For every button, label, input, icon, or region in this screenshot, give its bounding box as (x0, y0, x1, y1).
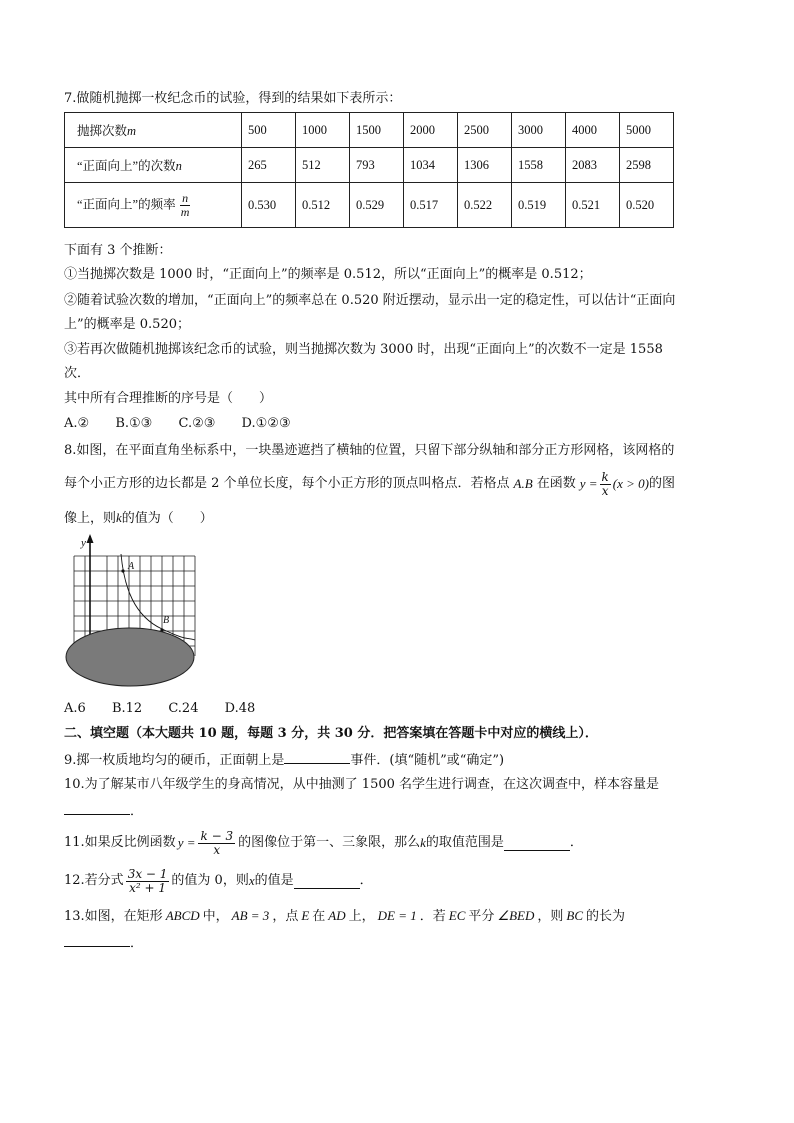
point-b-label: B (163, 615, 170, 626)
table-cell: 4000 (566, 113, 620, 148)
q7-statement-1: ①当抛掷次数是 1000 时，“正面向上”的频率是 0.512，所以“正面向上”的概率是 0.512； (64, 267, 592, 282)
q8-options (64, 699, 255, 719)
q8-option-a: A.6 (64, 701, 86, 716)
y-axis-label: y (81, 537, 86, 549)
table-cell: 2083 (566, 148, 620, 183)
table-cell: 512 (296, 148, 350, 183)
q7-options (64, 414, 291, 434)
table-cell: 0.519 (512, 183, 566, 228)
answer-blank (504, 836, 570, 851)
point-a-label: A (128, 561, 135, 572)
q11: 11.如果反比例函数 y = $\frac{k - 3}{x}$ 的图像位于第一、三象限，那么 k 的取值范围是 ． (64, 828, 583, 857)
table-cell: 1558 (512, 148, 566, 183)
table-cell: 793 (350, 148, 404, 183)
table-cell: 0.522 (458, 183, 512, 228)
q7-below: 下面有 3 个推断： (64, 243, 172, 258)
ink-blot (66, 628, 194, 686)
row-header-frequency: “正面向上”的频率 $\frac{n}{m}$ (65, 183, 242, 228)
q8-option-d: D.48 (224, 701, 256, 716)
q7-ask: 其中所有合理推断的序号是（ ） (64, 391, 273, 406)
table-cell: 0.520 (620, 183, 674, 228)
q13-line-2: ． (64, 932, 143, 954)
answer-blank (64, 932, 130, 947)
table-cell: 1500 (350, 113, 404, 148)
q10-line-1: 10.为了解某市八年级学生的身高情况，从中抽测了 1500 名学生进行调查，在这次调查中，样本容量是 (64, 777, 660, 792)
table-cell: 0.529 (350, 183, 404, 228)
table-cell: 1034 (404, 148, 458, 183)
section-2-heading: 二、填空题（本大题共 10 题，每题 3 分，共 30 分．把答案填在答题卡中对应的横线上）． (64, 726, 598, 741)
ink-blot-grid-figure (62, 532, 202, 692)
table-cell: 500 (242, 113, 296, 148)
table-cell: 0.521 (566, 183, 620, 228)
table-cell: 0.517 (404, 183, 458, 228)
table-cell: 5000 (620, 113, 674, 148)
table-cell: 265 (242, 148, 296, 183)
answer-blank (294, 874, 360, 889)
table-row (65, 183, 674, 228)
q8-line-2: 每个小正方形的边长都是 2 个单位长度，每个小正方形的顶点叫格点．若格点 A.B 在函数 y = $\frac{k}{x}$ (x > 0) 的图 (64, 469, 675, 498)
frequency-table (64, 112, 674, 228)
table-cell: 0.512 (296, 183, 350, 228)
table-cell: 2598 (620, 148, 674, 183)
table-row (65, 113, 674, 148)
q7-option-c: C.②③ (178, 416, 216, 431)
q7-statement-2a: ②随着试验次数的增加，“正面向上”的频率总在 0.520 附近摆动，显示出一定的稳定性，可以估计“正面向 (64, 293, 676, 308)
table-cell: 0.530 (242, 183, 296, 228)
q8-line-3: 像上，则k的值为（ ） (64, 510, 213, 526)
q7-statement-3b: 次． (64, 366, 91, 381)
table-row (65, 148, 674, 183)
q13-line-1: 13.如图，在矩形 ABCD 中， AB = 3 ，点 E 在 AD 上， DE = 1 ．若 EC 平分 ∠BED ，则 BC 的长为 (64, 908, 626, 924)
q7-intro: 7.做随机抛掷一枚纪念币的试验，得到的结果如下表所示： (64, 91, 402, 106)
point-a (121, 569, 124, 572)
table-cell: 1000 (296, 113, 350, 148)
table-cell: 3000 (512, 113, 566, 148)
table-cell: 2000 (404, 113, 458, 148)
answer-blank (284, 749, 350, 764)
q8-line-1: 8.如图，在平面直角坐标系中，一块墨迹遮挡了横轴的位置，只留下部分纵轴和部分正方形网格，该网格的 (64, 443, 675, 458)
q9: 9.掷一枚质地均匀的硬币，正面朝上是 事件．(填“随机”或“确定”) (64, 749, 504, 771)
q7-option-a: A.② (64, 416, 90, 431)
row-header-throws: 抛掷次数m (65, 113, 242, 148)
q8-option-b: B.12 (111, 701, 143, 716)
q7-option-d: D.①②③ (241, 416, 291, 431)
q10-line-2: ． (64, 800, 143, 822)
q8-option-c: C.24 (168, 701, 199, 716)
q12: 12.若分式 $\frac{3x - 1}{\text{x² + 1}}$ 的值为 0，则 x 的值是 ． (64, 866, 373, 895)
q7-statement-3a: ③若再次做随机抛掷该纪念币的试验，则当抛掷次数为 3000 时，出现“正面向上”的次数不一定是 1558 (64, 342, 663, 357)
q7-option-b: B.①③ (115, 416, 153, 431)
table-cell: 1306 (458, 148, 512, 183)
fraction-n-over-m: $\frac{n}{m}$ (180, 190, 190, 219)
q7-statement-2b: 上”的概率是 0.520； (64, 317, 190, 332)
table-cell: 2500 (458, 113, 512, 148)
answer-blank (64, 800, 130, 815)
row-header-heads-count: “正面向上”的次数n (65, 148, 242, 183)
